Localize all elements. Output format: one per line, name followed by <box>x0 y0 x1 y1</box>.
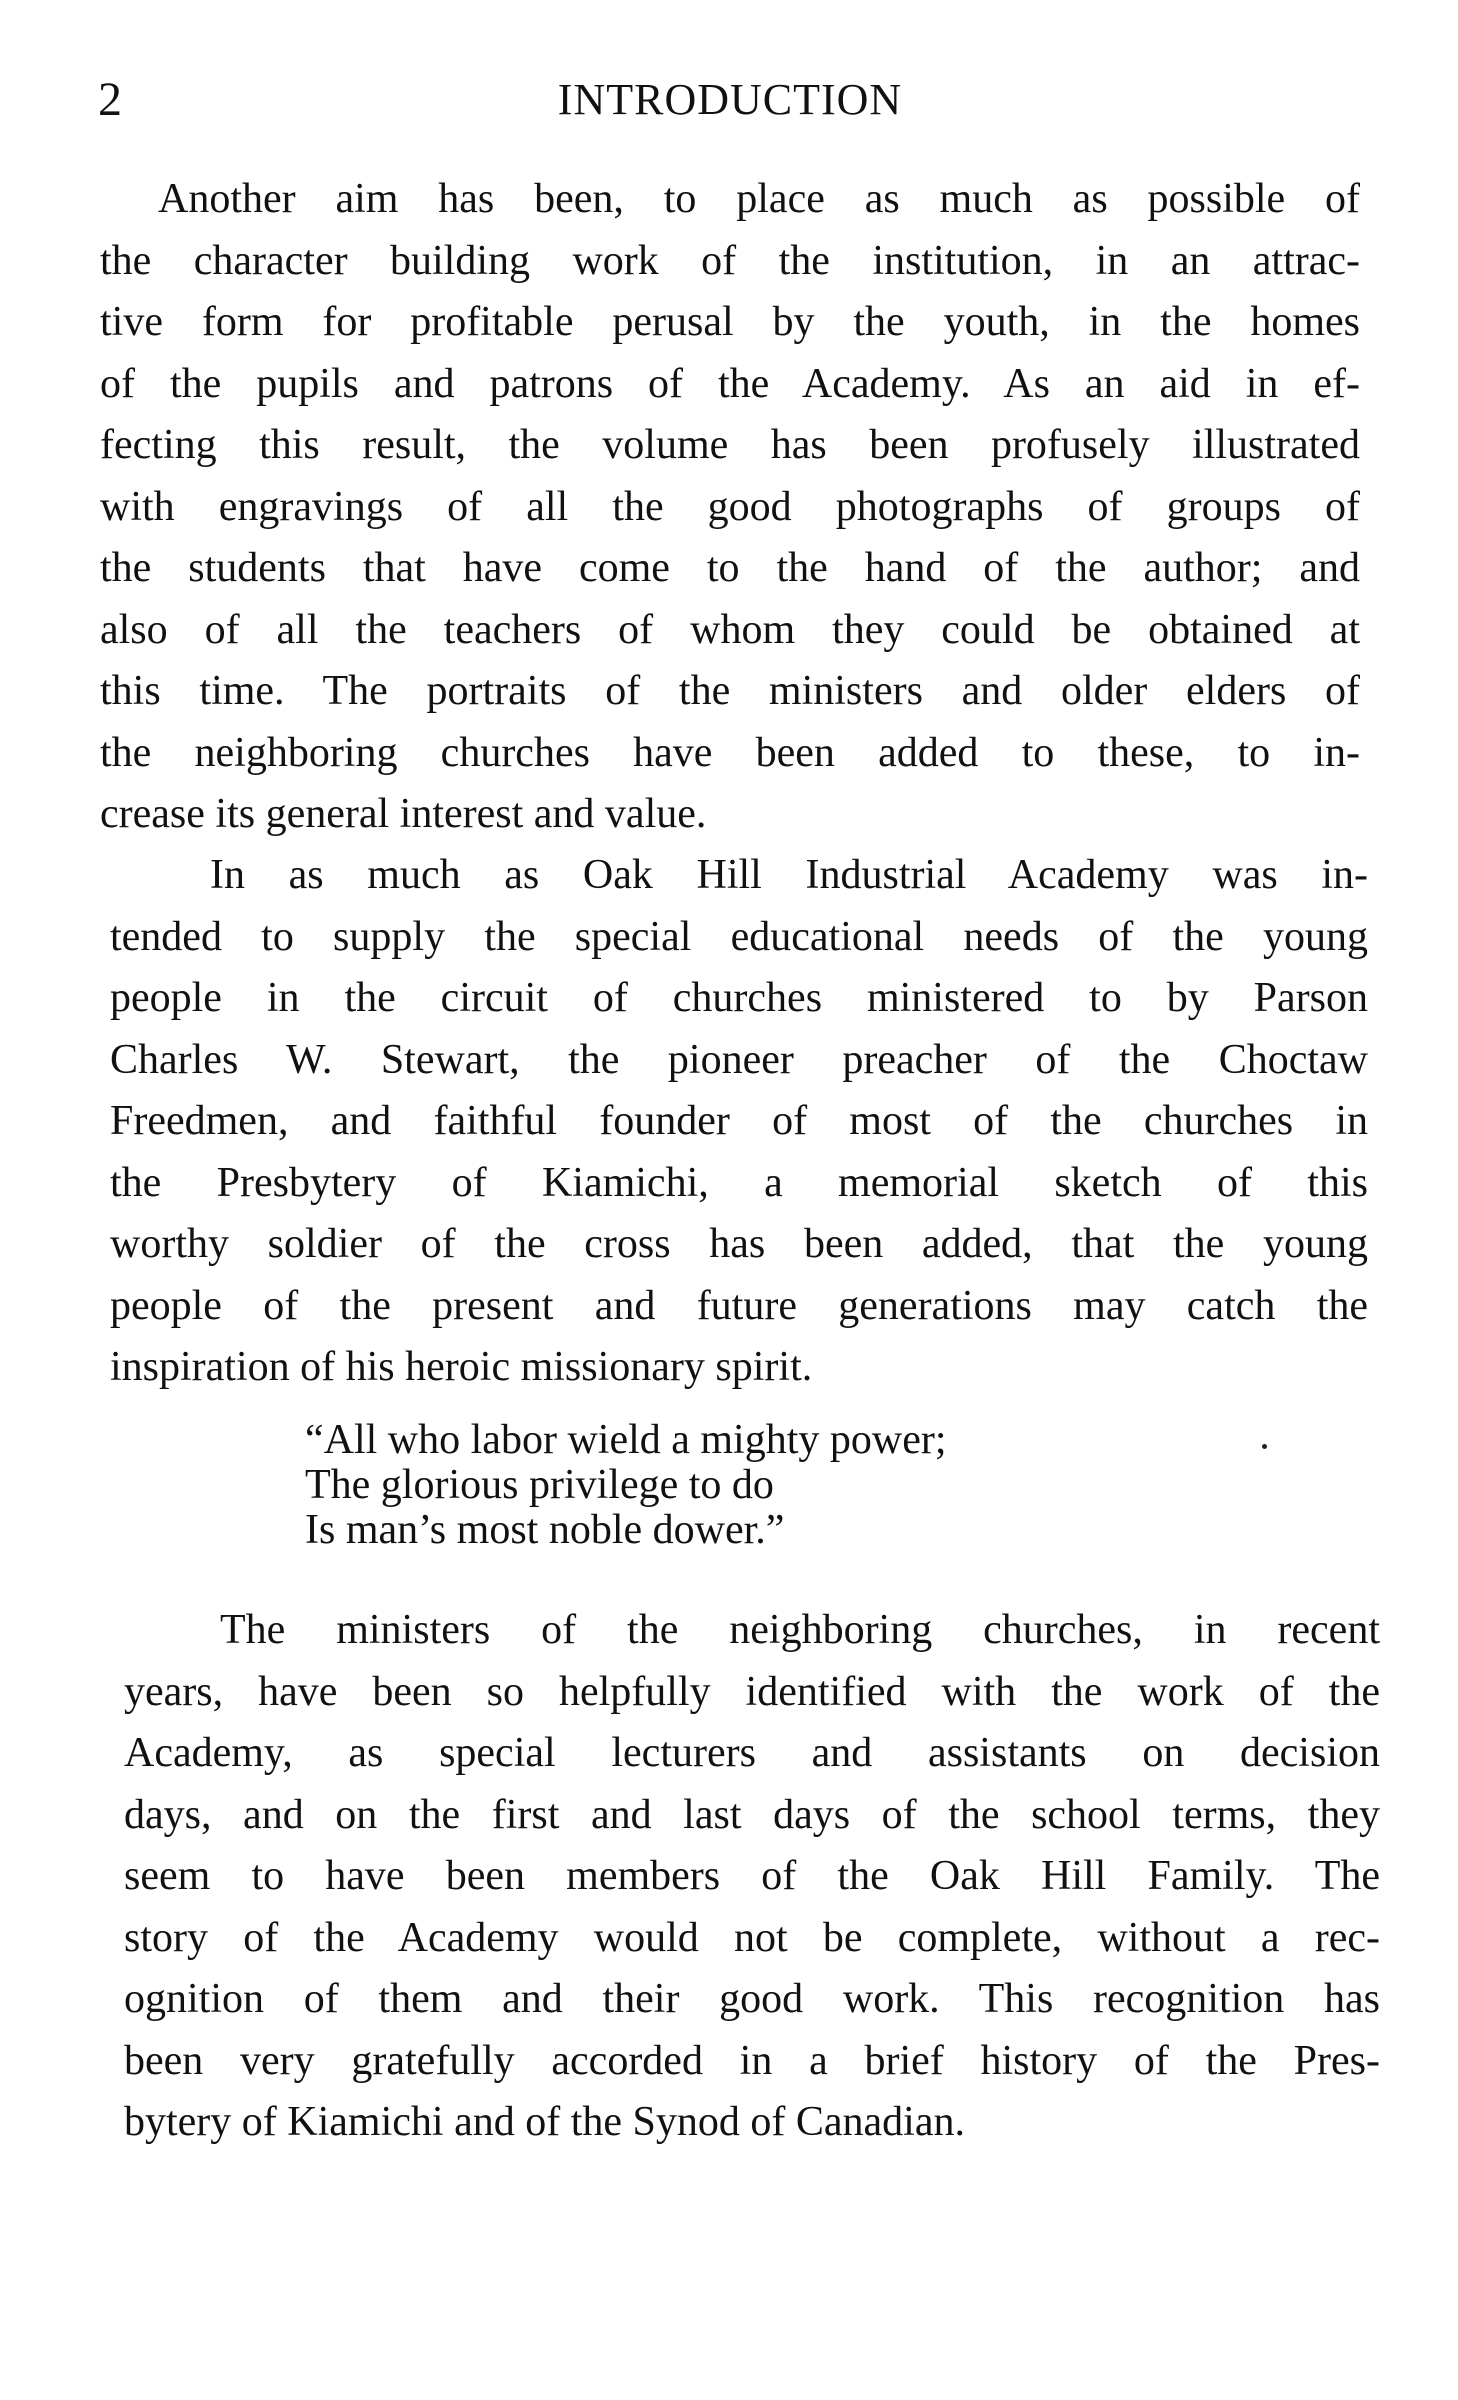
text-line: tive form for profitable perusal by the youth, in the homes <box>100 299 1360 345</box>
text-line: days, and on the first and last days of the school terms, they <box>124 1791 1380 1838</box>
page-number: 2 <box>98 73 122 126</box>
text-line: story of the Academy would not be complete, without a rec- <box>124 1914 1380 1961</box>
poem-line: The glorious privilege to do <box>305 1462 774 1508</box>
text-line: In as much as Oak Hill Industrial Academy was in- <box>210 852 1368 898</box>
text-line: the students that have come to the hand of the author; and <box>100 545 1360 591</box>
poem-line: Is man’s most noble dower.” <box>305 1507 785 1553</box>
text-line: of the pupils and patrons of the Academy. As an aid in ef- <box>100 360 1360 407</box>
text-line: Charles W. Stewart, the pioneer preacher of the Choctaw <box>110 1036 1368 1083</box>
text-line: Freedmen, and faithful founder of most of the churches in <box>110 1098 1368 1144</box>
paragraph-2 <box>110 845 1368 1399</box>
text-line: this time. The portraits of the ministers and older elders of <box>100 668 1360 714</box>
text-line: fecting this result, the volume has been profusely illustrated <box>100 422 1360 468</box>
paragraph-1 <box>100 169 1360 846</box>
text-line: also of all the teachers of whom they could be obtained at <box>100 606 1360 653</box>
text-line: years, have been so helpfully identified with the work of the <box>124 1668 1380 1715</box>
text-line: crease its general interest and value. <box>100 791 707 837</box>
text-line: with engravings of all the good photographs of groups of <box>100 483 1360 530</box>
text-line: Another aim has been, to place as much as possible of <box>158 176 1360 222</box>
text-line: tended to supply the special educational needs of the young <box>110 913 1368 960</box>
text-line: the character building work of the institution, in an attrac- <box>100 237 1360 284</box>
print-speck <box>1262 1444 1267 1449</box>
paragraph-3 <box>124 1600 1380 2154</box>
text-line: The ministers of the neighboring churches, in recent <box>220 1607 1380 1653</box>
text-line: people in the circuit of churches ministered to by Parson <box>110 975 1368 1021</box>
running-head: INTRODUCTION <box>557 75 903 124</box>
text-line: people of the present and future generations may catch the <box>110 1282 1368 1329</box>
text-line: the neighboring churches have been added to these, to in- <box>100 729 1360 776</box>
poem-line: “All who labor wield a mighty power; <box>305 1417 947 1463</box>
poem-quotation <box>305 1418 947 1553</box>
text-line: inspiration of his heroic missionary spirit. <box>110 1344 813 1390</box>
text-line: worthy soldier of the cross has been added, that the young <box>110 1221 1368 1267</box>
text-line: the Presbytery of Kiamichi, a memorial sketch of this <box>110 1159 1368 1206</box>
text-line: seem to have been members of the Oak Hill Family. The <box>124 1853 1380 1899</box>
text-line: bytery of Kiamichi and of the Synod of Canadian. <box>124 2099 965 2145</box>
text-line: ognition of them and their good work. This recognition has <box>124 1976 1380 2022</box>
text-line: been very gratefully accorded in a brief history of the Pres- <box>124 2037 1380 2084</box>
text-line: Academy, as special lecturers and assistants on decision <box>124 1730 1380 1776</box>
